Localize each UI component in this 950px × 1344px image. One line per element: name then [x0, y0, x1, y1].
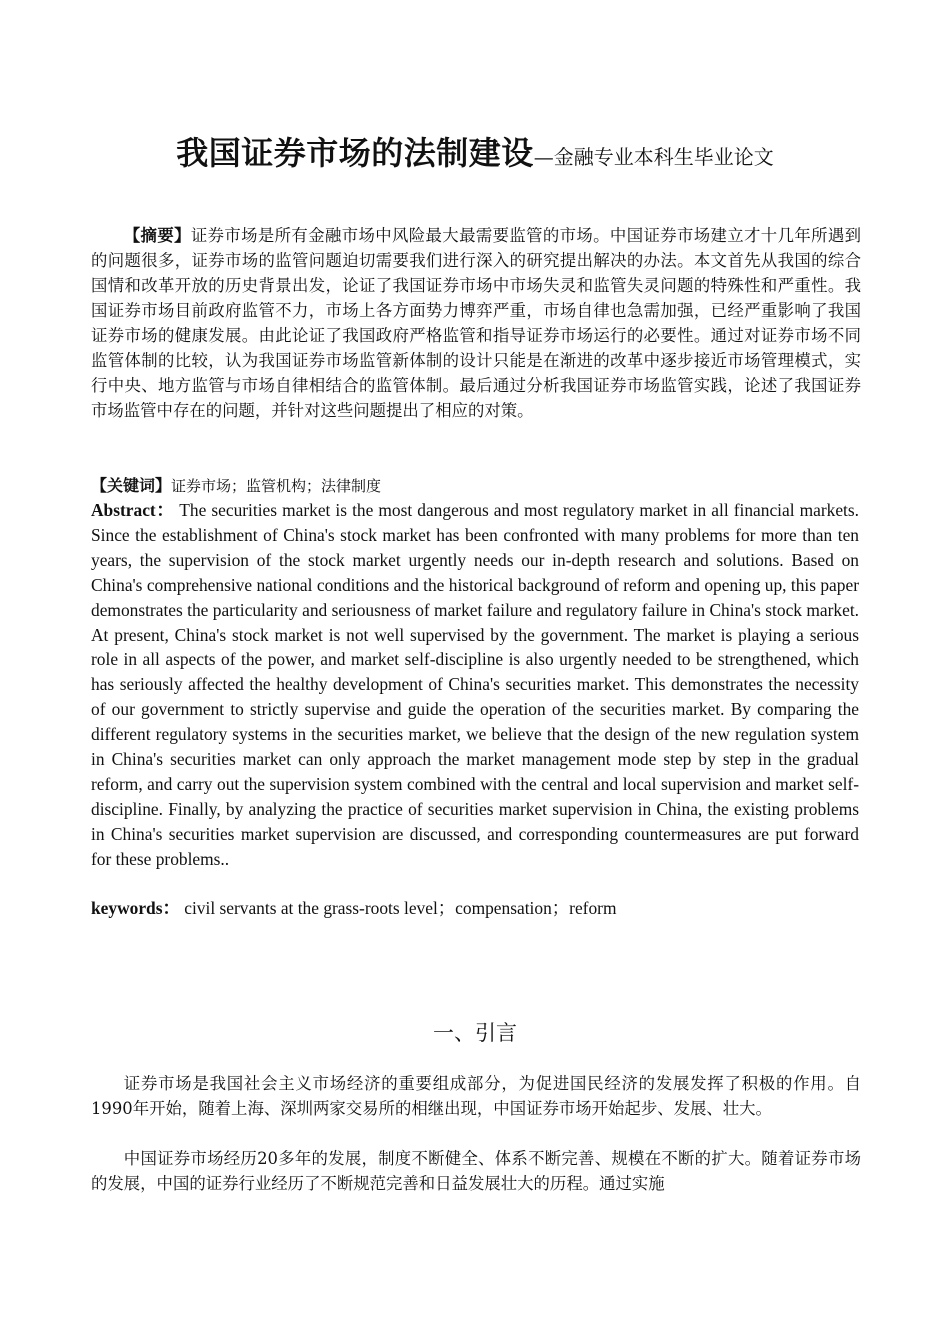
body-paragraph: 证券市场是我国社会主义市场经济的重要组成部分，为促进国民经济的发展发挥了积极的作用。自1990年开始，随着上海、深圳两家交易所的相继出现，中国证券市场开始起步、发展、壮大。 — [91, 1074, 861, 1118]
title-subtitle: —金融专业本科生毕业论文 — [533, 145, 774, 169]
abstract-chinese-label: 【摘要】 — [123, 226, 191, 245]
keywords-chinese — [91, 473, 381, 499]
keywords-chinese-text: 证券市场；监管机构；法律制度 — [171, 477, 382, 495]
keywords-chinese-label: 【关键词】 — [91, 476, 172, 495]
abstract-english-label: Abstract： — [91, 500, 175, 520]
document-title — [0, 128, 950, 174]
abstract-chinese-text: 证券市场是所有金融市场中风险最大最需要监管的市场。中国证券市场建立才十几年所遇到的问题很多，证券市场的监管问题迫切需要我们进行深入的研究提出解决的办法。本文首先从我国的综合国情和改革开放的历史背景出发，论证了我国证券市场中市场失灵和监管失灵问题的特殊性和严重性。我国证券市场目前政府监管不力，市场上各方面势力博弈严重，市场自律也急需加强，已经严重影响了我国证券市场的健康发展。由此论证了我国政府严格监管和指导证券市场运行的必要性。通过对证券市场不同监管体制的比较，认为我国证券市场监管新体制的设计只能是在渐进的改革中逐步接近市场管理模式，实行中央、地方监管与市场自律相结合的监管体制。最后通过分析我国证券市场监管实践，论述了我国证券市场监管中存在的问题，并针对这些问题提出了相应的对策。 — [91, 226, 862, 420]
body-paragraph: 中国证券市场经历20多年的发展，制度不断健全、体系不断完善、规模在不断的扩大。随着证券市场的发展，中国的证券行业经历了不断规范完善和日益发展壮大的历程。通过实施 — [91, 1149, 861, 1193]
abstract-chinese — [91, 223, 861, 423]
section-heading-introduction: 一、引言 — [433, 1021, 517, 1045]
abstract-english-text: The securities market is the most dangerous and most regulatory market in all financial markets. Since the establishment of China's stock market has been confronted with many problems for more than ten years, the supervision of the stock market urgently needs our in-depth research and solutions. Based on China's comprehensive national conditions and the historical background of reform and opening up, this paper demonstrates the particularity and seriousness of market failure and regulatory failure in China's stock market. At present, China's stock market is not well supervised by the government. The market is playing a serious role in all aspects of the power, and market self-discipline is also urgently needed to be strengthened, which has seriously affected the healthy development of China's securities market. This demonstrates the necessity of our government to strictly supervise and guide the operation of the securities market. By comparing the different regulatory systems in the securities market, we believe that the design of the new regulation system in China's securities market can only approach the market management mode step by step in the gradual reform, and carry out the supervision system combined with the central and local supervision and market self-discipline. Finally, by analyzing the practice of securities market supervision in China, the existing problems in China's securities market supervision are discussed, and corresponding countermeasures are put forward for these problems.. — [91, 500, 859, 869]
title-main: 我国证券市场的法制建设 — [176, 134, 534, 172]
abstract-english — [91, 498, 859, 872]
keywords-english — [91, 896, 616, 921]
keywords-english-text: civil servants at the grass-roots level；compensation；reform — [179, 898, 617, 918]
keywords-english-label: keywords： — [91, 898, 180, 918]
